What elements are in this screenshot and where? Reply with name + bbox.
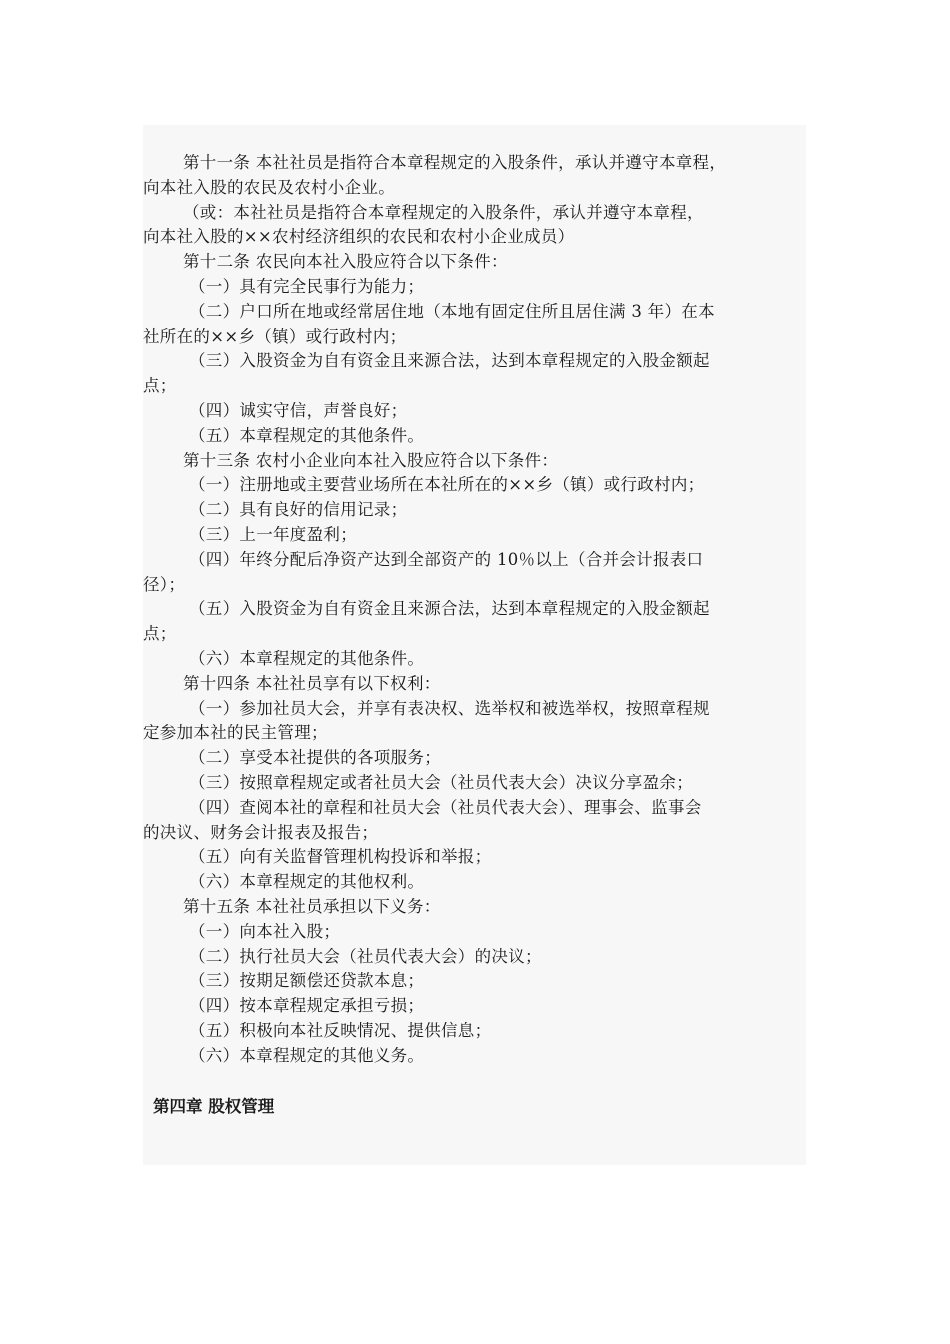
- text-line: （二）具有良好的信用记录；: [189, 500, 408, 520]
- text-line: 点；: [143, 624, 177, 644]
- text-line: （二）户口所在地或经常居住地（本地有固定住所且居住满 3 年）在本: [189, 301, 715, 321]
- text-line: （四）年终分配后净资产达到全部资产的 10％以上（合并会计报表口: [189, 549, 704, 569]
- chapter-heading: 第四章 股权管理: [153, 1097, 275, 1116]
- text-line: （六）本章程规定的其他条件。: [189, 648, 425, 668]
- text-line: 向本社入股的××农村经济组织的农民和农村小企业成员）: [143, 227, 575, 247]
- text-line: 第十五条 本社社员承担以下义务：: [183, 896, 441, 916]
- text-line: （四）查阅本社的章程和社员大会（社员代表大会）、理事会、监事会: [189, 797, 702, 817]
- text-line: （三）按照章程规定或者社员大会（社员代表大会）决议分享盈余；: [189, 772, 693, 792]
- text-line: （三）入股资金为自有资金且来源合法，达到本章程规定的入股金额起: [189, 351, 710, 371]
- text-line: （六）本章程规定的其他义务。: [189, 1045, 425, 1065]
- text-line: 第十四条 本社社员享有以下权利：: [183, 673, 441, 693]
- text-line: 径）；: [143, 574, 186, 594]
- text-line: 第十二条 农民向本社入股应符合以下条件：: [183, 252, 508, 272]
- text-line: （或：本社社员是指符合本章程规定的入股条件，承认并遵守本章程，: [183, 202, 704, 222]
- text-line: （六）本章程规定的其他权利。: [189, 872, 425, 892]
- text-line: （二）执行社员大会（社员代表大会）的决议；: [189, 946, 542, 966]
- text-line: （三）上一年度盈利；: [189, 524, 357, 544]
- text-line: （一）具有完全民事行为能力；: [189, 276, 425, 296]
- text-line: （五）本章程规定的其他条件。: [189, 425, 425, 445]
- document-body: [143, 125, 806, 1165]
- text-line: 定参加本社的民主管理；: [143, 723, 328, 743]
- text-line: （一）注册地或主要营业场所在本社所在的××乡（镇）或行政村内；: [189, 475, 705, 495]
- text-line: （五）积极向本社反映情况、提供信息；: [189, 1020, 492, 1040]
- text-line: 社所在的××乡（镇）或行政村内；: [143, 326, 407, 346]
- text-line: （四）按本章程规定承担亏损；: [189, 996, 425, 1016]
- text-line: 点；: [143, 376, 177, 396]
- text-line: （二）享受本社提供的各项服务；: [189, 748, 441, 768]
- text-line: （四）诚实守信，声誉良好；: [189, 400, 408, 420]
- text-line: 向本社入股的农民及农村小企业。: [143, 177, 395, 197]
- text-line: （一）向本社入股；: [189, 921, 341, 941]
- text-line: （一）参加社员大会，并享有表决权、选举权和被选举权，按照章程规: [189, 698, 710, 718]
- text-line: （五）入股资金为自有资金且来源合法，达到本章程规定的入股金额起: [189, 599, 710, 619]
- article-text: [143, 151, 843, 1068]
- text-line: 第十三条 农村小企业向本社入股应符合以下条件：: [183, 450, 559, 470]
- text-line: 第十一条 本社社员是指符合本章程规定的入股条件，承认并遵守本章程，: [183, 153, 727, 172]
- text-line: （三）按期足额偿还贷款本息；: [189, 971, 425, 991]
- text-line: （五）向有关监督管理机构投诉和举报；: [189, 847, 492, 867]
- text-line: 的决议、财务会计报表及报告；: [143, 822, 379, 842]
